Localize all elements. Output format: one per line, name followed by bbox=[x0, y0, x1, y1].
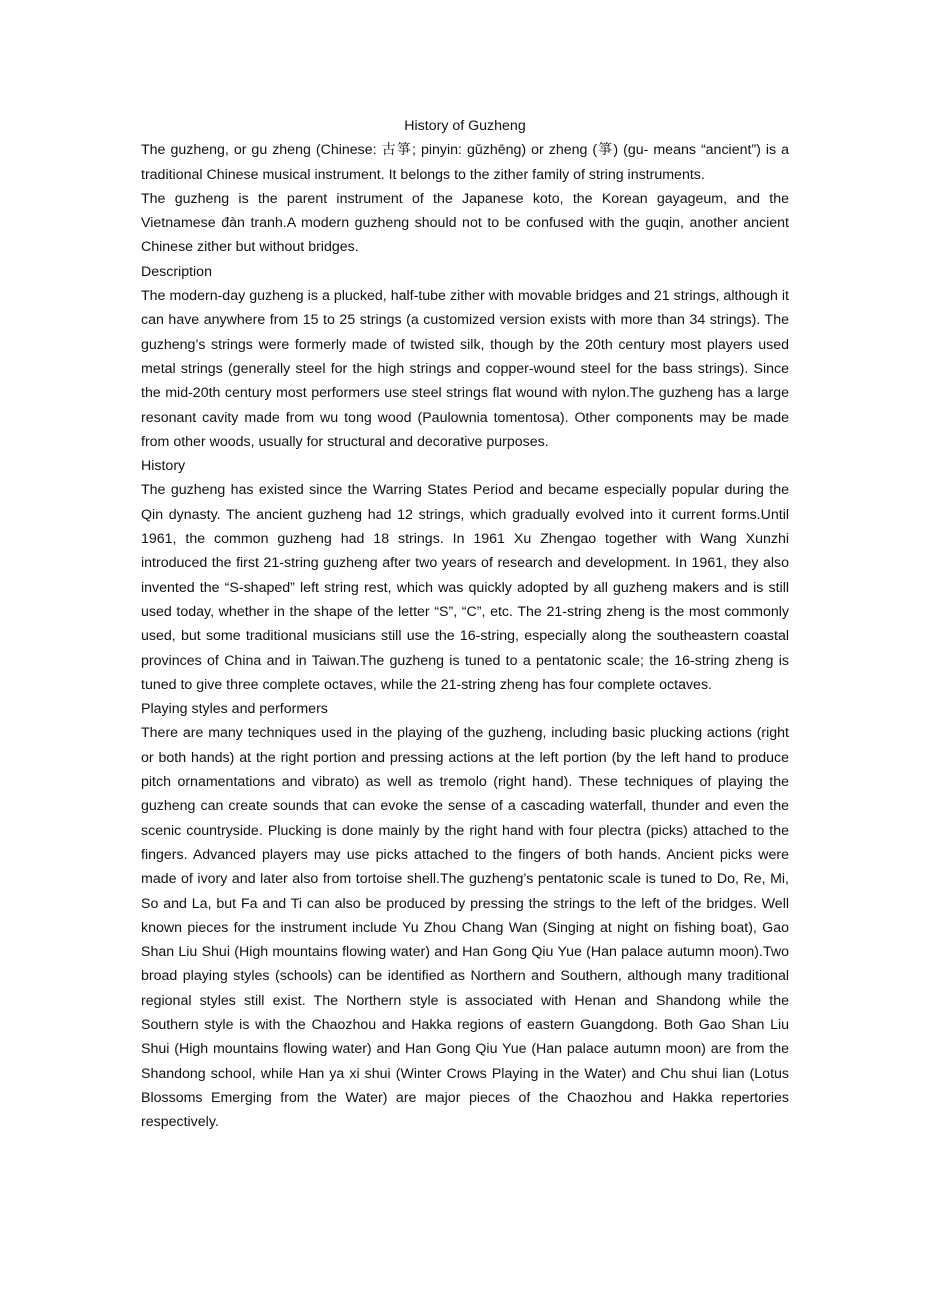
section-text-playing-styles: There are many techniques used in the playing of the guzheng, including basic plucking actions (right or both hands) at the right portion and pressing actions at the left portion (by the left hand to produce pitch ornamentations and vibrato) as well as tremolo (right hand). These techniques of playing the guzheng can create sounds that can evoke the sense of a cascading waterfall, thunder and even the scenic countryside. Plucking is done mainly by the right hand with four plectra (picks) attached to the fingers. Advanced players may use picks attached to the fingers of both hands. Ancient picks were made of ivory and later also from tortoise shell.The guzheng’s pentatonic scale is tuned to Do, Re, Mi, So and La, but Fa and Ti can also be produced by pressing the strings to the left of the bridges. Well known pieces for the instrument include Yu Zhou Chang Wan (Singing at night on fishing boat), Gao Shan Liu Shui (High mountains flowing water) and Han Gong Qiu Yue (Han palace autumn moon).Two broad playing styles (schools) can be identified as Northern and Southern, although many traditional regional styles still exist. The Northern style is associated with Henan and Shandong while the Southern style is with the Chaozhou and Hakka regions of eastern Guangdong. Both Gao Shan Liu Shui (High mountains flowing water) and Han Gong Qiu Yue (Han palace autumn moon) are from the Shandong school, while Han ya xi shui (Winter Crows Playing in the Water) and Chu shui lian (Lotus Blossoms Emerging from the Water) are major pieces of the Chaozhou and Hakka repertories respectively. bbox=[141, 725, 789, 1131]
section-heading-playing-styles: Playing styles and performers bbox=[141, 701, 328, 718]
section-heading-description: Description bbox=[141, 263, 212, 280]
section-text-description: The modern-day guzheng is a plucked, half-tube zither with movable bridges and 21 strings, although it can have anywhere from 15 to 25 strings (a customized version exists with more than 34 strings). The guzheng’s strings were formerly made of twisted silk, though by the 20th century most players used metal strings (generally steel for the high strings and copper-wound steel for the bass strings). Since the mid-20th century most performers use steel strings flat wound with nylon.The guzheng has a large resonant cavity made from wu tong wood (Paulownia tomentosa). Other components may be made from other woods, usually for structural and decorative purposes. bbox=[141, 288, 789, 450]
document-title: History of Guzheng bbox=[404, 118, 526, 134]
section-text-history: The guzheng has existed since the Warring States Period and became especially popular during the Qin dynasty. The ancient guzheng had 12 strings, which gradually evolved into it current forms.Until 1961, the common guzheng had 18 strings. In 1961 Xu Zhengao together with Wang Xunzhi introduced the first 21-string guzheng after two years of research and development. In 1961, they also invented the “S-shaped” left string rest, which was quickly adopted by all guzheng makers and is still used today, whether in the shape of the letter “S”, “C”, etc. The 21-string zheng is the most commonly used, but some traditional musicians still use the 16-string, especially along the southeastern coastal provinces of China and in Taiwan.The guzheng is tuned to a pentatonic scale; the 16-string zheng is tuned to give three complete octaves, while the 21-string zheng has four complete octaves. bbox=[141, 482, 789, 693]
document-page bbox=[141, 114, 789, 1134]
intro-paragraph: The guzheng, or gu zheng (Chinese: 古箏; pinyin: gǔzhēng) or zheng (箏) (gu- means “ancient”) is a traditional Chinese musical instrument. It belongs to the zither family of string instruments. bbox=[141, 142, 789, 183]
section-heading-history: History bbox=[141, 458, 186, 475]
intro-paragraph: The guzheng is the parent instrument of the Japanese koto, the Korean gayageum, and the Vietnamese đàn tranh.A modern guzheng should not to be confused with the guqin, another ancient Chinese zither but without bridges. bbox=[141, 190, 789, 256]
